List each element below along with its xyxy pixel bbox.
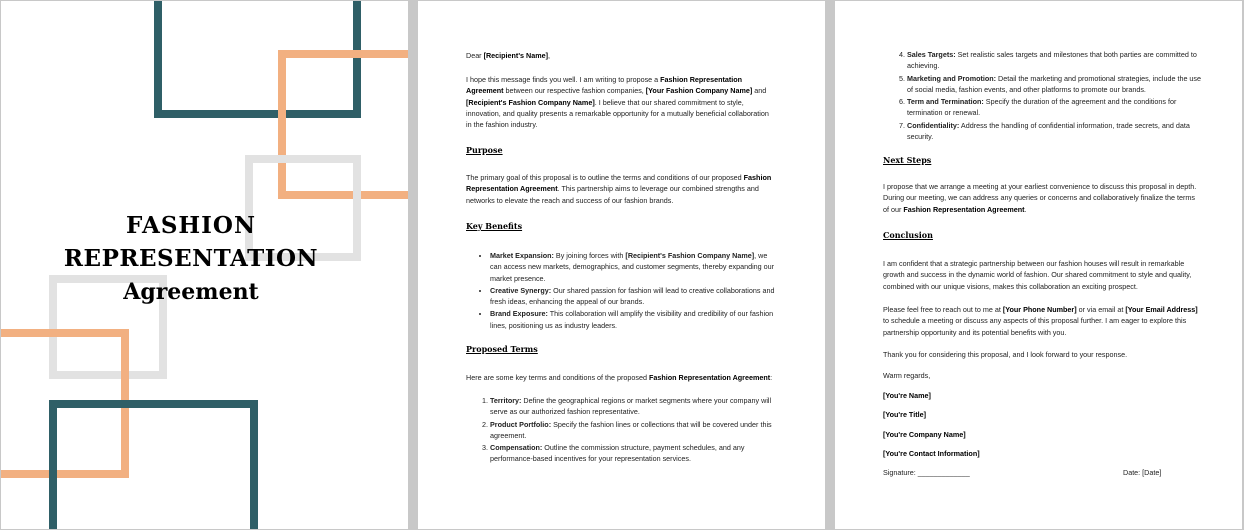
sender-contact: [You're Contact Information] (883, 449, 980, 458)
thanks-line: Thank you for considering this proposal, and I look forward to your response. (883, 350, 1128, 359)
cover-title-line2: REPRESENTATION (63, 245, 319, 272)
next-steps-heading: Next Steps (883, 155, 932, 165)
cover-page (1, 1, 408, 529)
list-item: 6. Term and Termination: Specify the duration of the agreement and the conditions for termination or renewal. (907, 96, 1207, 119)
regards-line: Warm regards, (883, 371, 931, 380)
list-item: 7. Confidentiality: Address the handling of confidential information, trade secrets, and data security. (907, 120, 1207, 143)
sender-title: [You're Title] (883, 410, 926, 419)
next-steps-paragraph: I propose that we arrange a meeting at your earliest convenience to discuss this proposal in depth. During our meeting, we can address any queries or concerns and collaboratively finalize the terms of our Fashion Representation Agreement. (883, 182, 1197, 214)
terms-list-part2 (907, 49, 1207, 143)
benefits-list (490, 250, 780, 332)
list-item: 5. Marketing and Promotion: Detail the marketing and promotional strategies, include the use of social media, fashion events, and other platforms to promote our brands. (907, 73, 1207, 96)
cover-title-line1: FASHION (126, 212, 256, 239)
key-benefits-heading: Key Benefits (466, 221, 523, 231)
purpose-paragraph: The primary goal of this proposal is to outline the terms and conditions of our proposed Fashion Representation Agreement. This partnership aims to leverage our combined strengths and networks to elevate the reach and success of our fashion brands. (466, 173, 772, 205)
salutation: Dear [Recipient's Name], (466, 51, 550, 60)
date-line: Date: [Date] (1123, 468, 1162, 477)
letter-page-2 (835, 1, 1242, 529)
list-item: 2. Product Portfolio: Specify the fashion lines or collections that will be covered under this agreement. (490, 419, 780, 442)
sender-name: [You're Name] (883, 391, 931, 400)
list-item: • Market Expansion: By joining forces with [Recipient's Fashion Company Name], we can access new markets, demographics, and customer segments, thereby expanding our market presence. (490, 250, 780, 284)
list-item: • Brand Exposure: This collaboration will amplify the visibility and credibility of our fashion lines, positioning us as industry leaders. (490, 308, 780, 331)
list-item: 4. Sales Targets: Set realistic sales targets and milestones that both parties are committed to achieving. (907, 49, 1207, 72)
terms-list-part1 (490, 395, 780, 466)
contact-paragraph: Please feel free to reach out to me at [Your Phone Number] or via email at [Your Email Address] to schedule a meeting or discuss any aspects of this proposal further. I am eager to explore this partnership opportunity and its potential benefits with you. (883, 305, 1198, 337)
purpose-heading: Purpose (466, 145, 503, 155)
letter-page-1 (418, 1, 825, 529)
signature-line: Signature: _____________ (883, 468, 970, 477)
proposed-terms-heading: Proposed Terms (466, 344, 538, 354)
teal-square-bottom (49, 400, 258, 529)
intro-paragraph: I hope this message finds you well. I am writing to propose a Fashion Representation Agreement between our respective fashion companies, [Your Fashion Company Name] and [Recipient's Fashion Company Name]. I believe that our shared commitment to style, innovation, and quality presents a remarkable opportunity for a mutually beneficial collaboration in the fashion industry. (466, 75, 769, 130)
list-item: • Creative Synergy: Our shared passion for fashion will lead to creative collaborations and fresh ideas, enhancing the appeal of our brands. (490, 285, 780, 308)
conclusion-paragraph: I am confident that a strategic partnership between our fashion houses will result in remarkable growth and success in the dynamic world of fashion. Our shared commitment to style and quality, combined with our unique visions, makes this collaboration an exciting prospect. (883, 259, 1192, 291)
list-item: 3. Compensation: Outline the commission structure, payment schedules, and any performance-based incentives for your representation services. (490, 442, 780, 465)
list-item: 1. Territory: Define the geographical regions or market segments where your company will serve as our authorized fashion representative. (490, 395, 780, 418)
terms-intro: Here are some key terms and conditions of the proposed Fashion Representation Agreement: (466, 373, 773, 382)
cover-title-line3: Agreement (123, 279, 259, 305)
conclusion-heading: Conclusion (883, 230, 933, 240)
sender-company: [You're Company Name] (883, 430, 966, 439)
